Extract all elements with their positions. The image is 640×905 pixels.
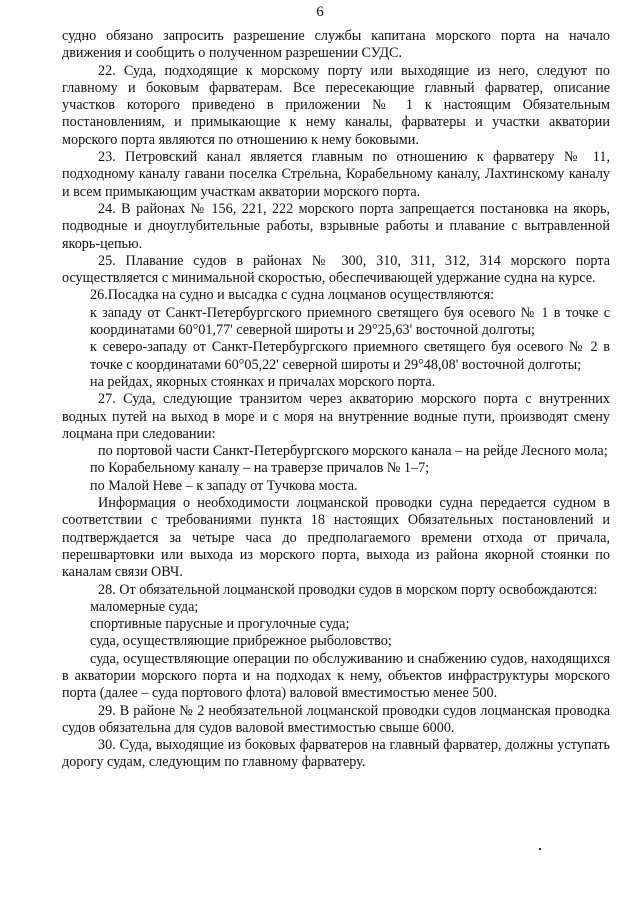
document-body <box>62 28 610 772</box>
paragraph-28-item-4: суда, осуществляющие операции по обслуживанию и снабжению судов, находящихся в акватории морского порта и на подходах к нему, объектов инфраструктуры морского порта (далее – суда портового флота) валовой вместимостью менее 500. <box>62 650 610 702</box>
paragraph-29: 29. В районе № 2 необязательной лоцманской проводки судов лоцманская проводка судов обязательна для судов валовой вместимостью свыше 6000. <box>62 702 610 736</box>
paragraph-27: 27. Суда, следующие транзитом через акваторию морского порта с внутренних водных путей на выход в море и с моря на внутренние водные пути, производят смену лоцмана при следовании: <box>62 391 610 442</box>
scan-speck <box>539 848 541 850</box>
paragraph-26: 26.Посадка на судно и высадка с судна лоцманов осуществляются: <box>90 287 495 304</box>
paragraph-26-item-1: к западу от Санкт-Петербургского приемного светящего буя осевого № 1 в точке с координатами 60°01,77' северной широты и 29°25,63' восточной долготы; <box>90 304 610 339</box>
paragraph-27-item-1: по портовой части Санкт-Петербургского морского канала – на рейде Лесного мола; <box>98 443 608 460</box>
paragraph-24: 24. В районах № 156, 221, 222 морского порта запрещается постановка на якорь, подводные и дноуглубительные работы, взрывные работы и плавание с вытравленной якорь-цепью. <box>62 200 610 252</box>
paragraph-22: 22. Суда, подходящие к морскому порту или выходящие из него, следуют по главному и боковым фарватерам. Все пересекающие главный фарватер, описание участков которого приведено в приложении № 1 к настоящим Обязательным постановлениям, и примыкающие к нему каналы, фарватеры и участки акватории морского порта являются по отношению к нему боковыми. <box>62 62 610 148</box>
paragraph-30: 30. Суда, выходящие из боковых фарватеров на главный фарватер, должны уступать дорогу судам, следующим по главному фарватеру. <box>62 737 610 771</box>
paragraph-28: 28. От обязательной лоцманской проводки судов в морском порту освобождаются: <box>98 581 598 598</box>
paragraph-26-item-3: на рейдах, якорных стоянках и причалах морского порта. <box>90 373 436 390</box>
paragraph-25: 25. Плавание судов в районах № 300, 310, 311, 312, 314 морского порта осуществляется с минимальной скоростью, обеспечивающей удержание судна на курсе. <box>62 252 610 287</box>
paragraph-27-item-2: по Корабельному каналу – на траверзе причалов № 1–7; <box>90 460 430 477</box>
paragraph-26-item-2: к северо-западу от Санкт-Петербургского приемного светящего буя осевого № 2 в точке с координатами 60°05,22' северной широты и 29°48,08' восточной долготы; <box>90 339 610 373</box>
paragraph-28-item-3: суда, осуществляющие прибрежное рыболовство; <box>90 633 392 650</box>
page-number: 6 <box>316 4 324 20</box>
paragraph-28-item-2: спортивные парусные и прогулочные суда; <box>90 616 350 633</box>
paragraph-continuation: судно обязано запросить разрешение службы капитана морского порта на начало движения и сообщить о полученном разрешении СУДС. <box>62 28 610 62</box>
paragraph-27-item-3: по Малой Неве – к западу от Тучкова моста. <box>90 477 358 494</box>
paragraph-27-info: Информация о необходимости лоцманской проводки судна передается судном в соответствии с требованиями пункта 18 настоящих Обязательных постановлений и подтверждается за четыре часа до предполагаемого времени отхода от причала, перешвартовки или выхода из морского порта, выхода из района якорной стоянки по каналам связи ОВЧ. <box>62 495 610 581</box>
paragraph-28-item-1: маломерные суда; <box>90 598 199 615</box>
paragraph-23: 23. Петровский канал является главным по отношению к фарватеру № 11, подходному каналу гавани поселка Стрельна, Корабельному каналу, Лахтинскому каналу и всем примыкающим участкам акватории морского порта. <box>62 149 610 200</box>
